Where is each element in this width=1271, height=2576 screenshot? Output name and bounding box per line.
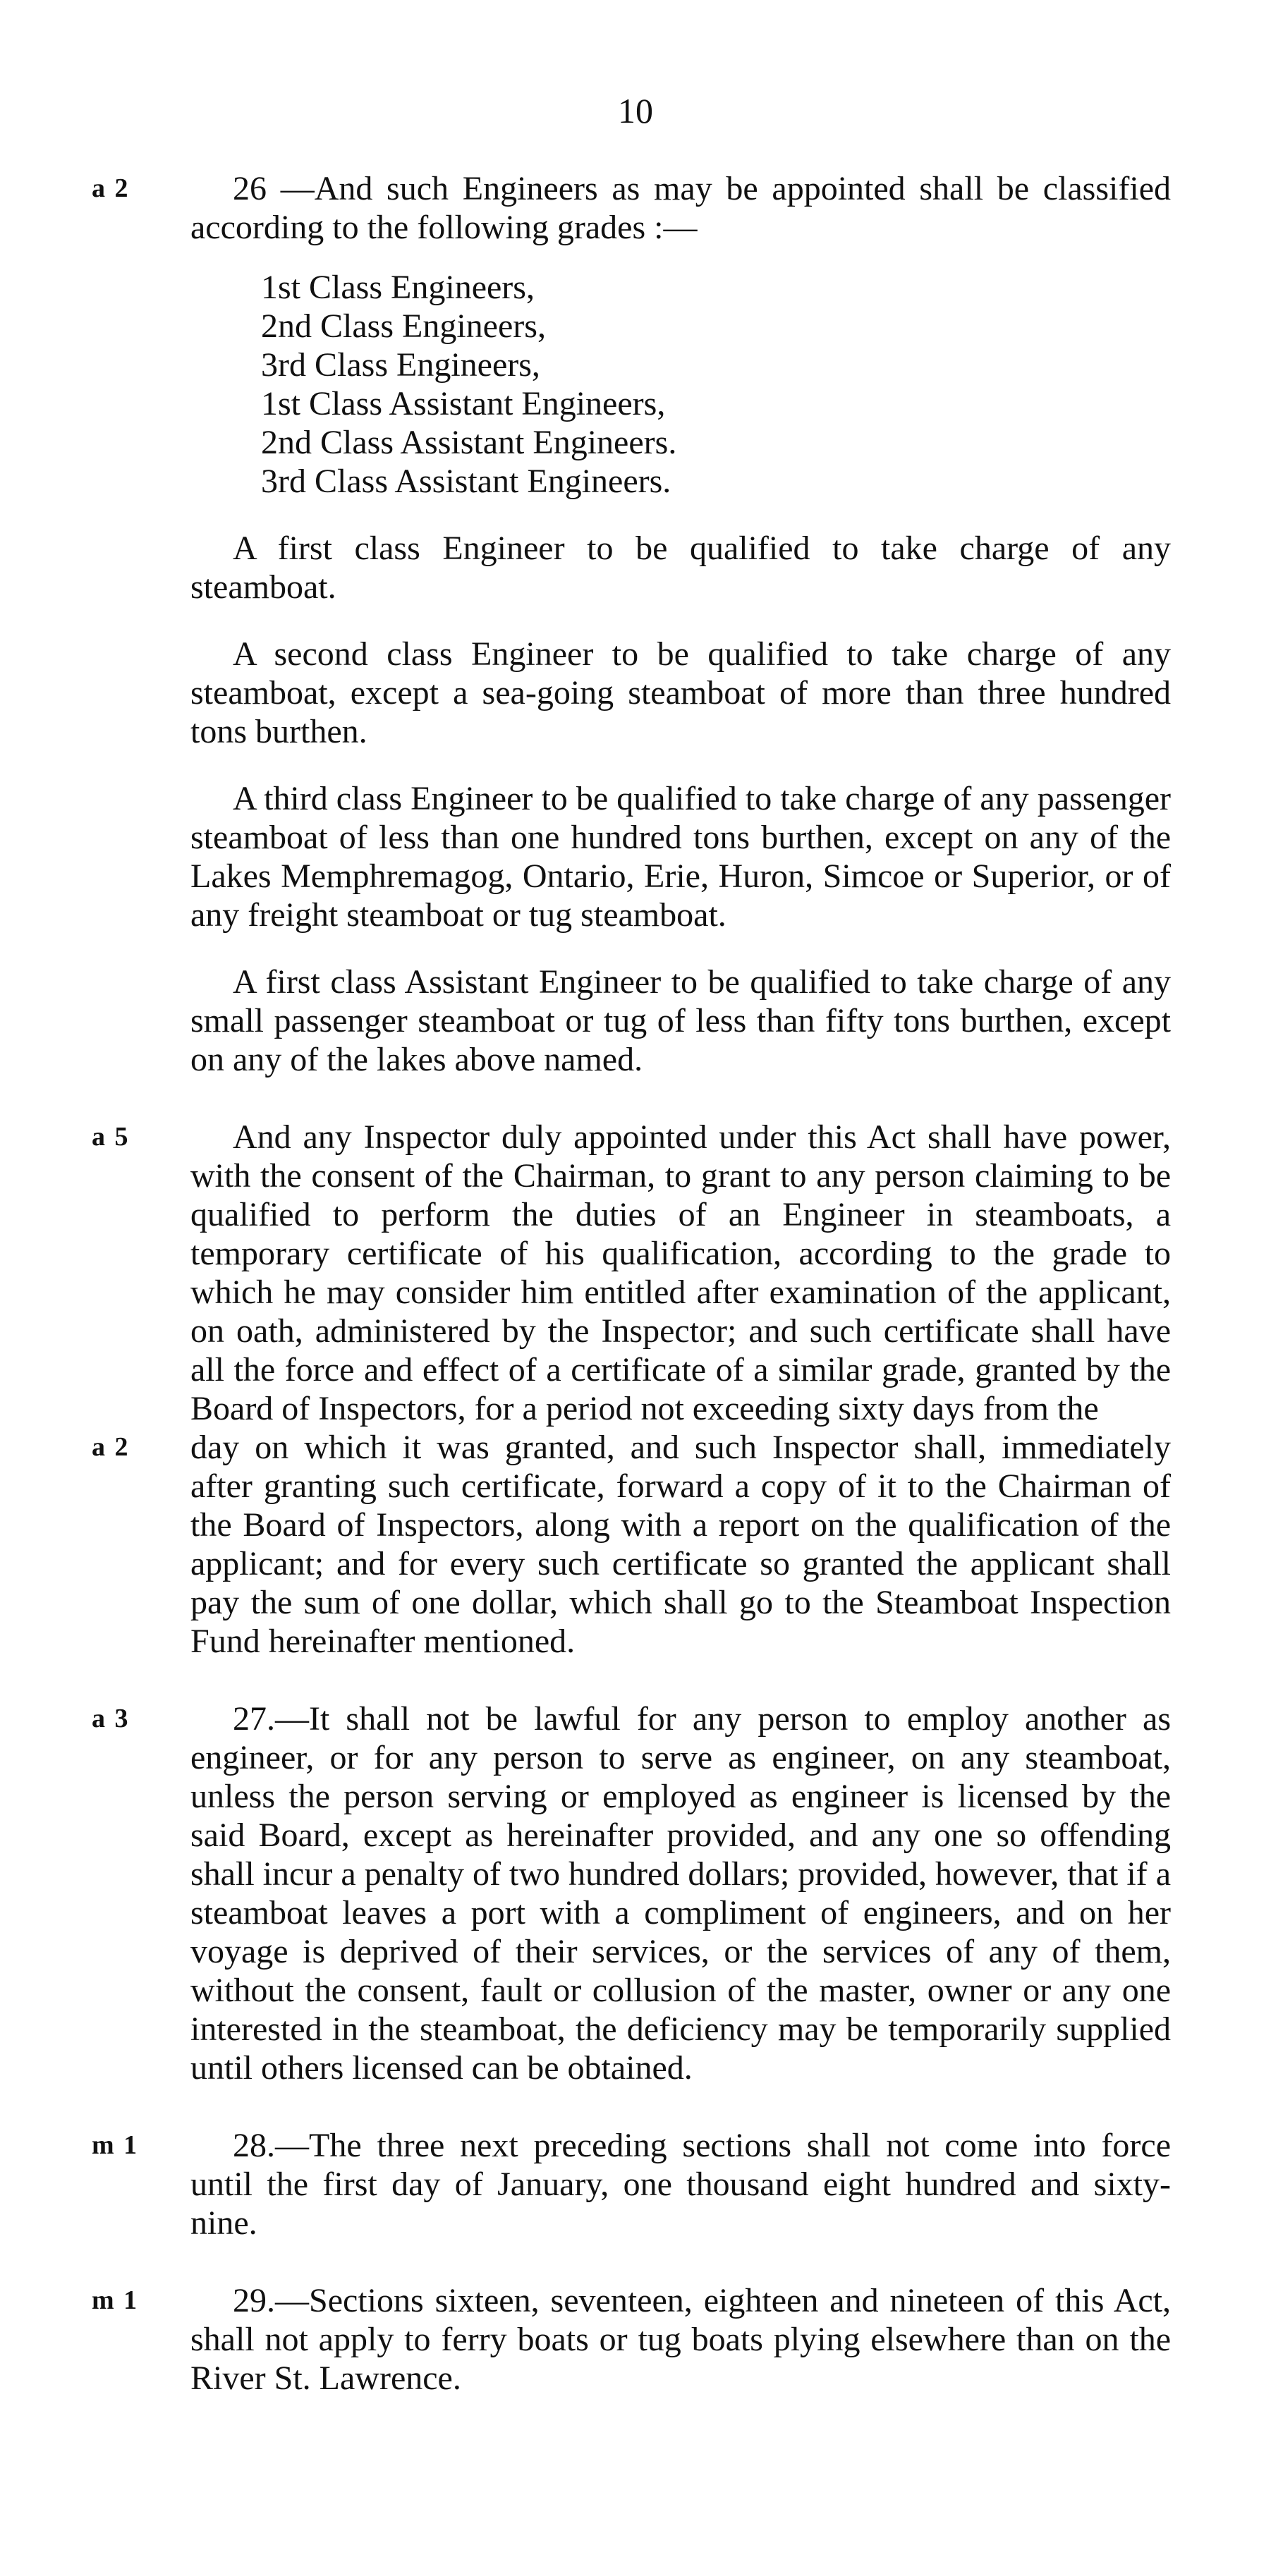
grade-item: 2nd Class Assistant Engineers. [261,424,677,461]
section-27 [92,1699,1171,2087]
grade-item: 3rd Class Engineers, [261,346,540,384]
grade-item: 2nd Class Engineers, [261,307,546,345]
section-28 [92,2126,1171,2242]
first-class-assistant-paragraph: A first class Assistant Engineer to be qualified to take charge of any small passenger steamboat or tug of less than fifty tons burthen, except on any of the lakes above named. [190,963,1171,1078]
page-number: 10 [618,91,653,130]
inspector-text-part2: day on which it was granted, and such Inspector shall, immediately after granting such certificate, forward a copy of it to the Chairman of the Board of Inspectors, along with a report on the qualification of the applicant; and for every such certificate so granted the applicant shall pay the sum of one dollar, which shall go to the Steamboat Inspection Fund hereinafter mentioned. [190,1429,1171,1660]
margin-note-s29: m 1 [92,2285,139,2315]
section-29 [92,2281,1171,2398]
grade-item: 1st Class Engineers, [261,269,535,306]
section-26 [92,169,1171,247]
section-28-text: 28.—The three next preceding sections shall not come into force until the first day of January, one thousand eight hundred and sixty-nine. [190,2127,1171,2242]
grade-list [99,268,1171,501]
margin-note-s28: m 1 [92,2130,139,2160]
margin-note-s26: a 2 [92,173,130,203]
margin-note-inspector: a 5 [92,1122,130,1152]
inspector-text-part1: And any Inspector duly appointed under this Act shall have power, with the consent of the Chairman, to grant to any person claiming to be qualified to perform the duties of an Engineer in steamboats, a temporary certificate of his qualification, according to the grade to which he may consider him entitled after examination of the applicant, on oath, administered by the Inspector; and such certificate shall have all the force and effect of a certificate of a similar grade, granted by the Board of Inspectors, for a period not exceeding sixty days from the [190,1118,1171,1427]
inspector-paragraph [92,1118,1171,1661]
section-26-intro: 26 —And such Engineers as may be appointed shall be classified according to the following grades :— [190,170,1171,246]
third-class-engineer-paragraph: A third class Engineer to be qualified to take charge of any passenger steamboat of less than one hundred tons burthen, except on any of the Lakes Memphremagog, Ontario, Erie, Huron, Simcoe or Superior, or of any freight steamboat or tug steamboat. [190,780,1171,934]
grade-item: 1st Class Assistant Engineers, [261,385,666,422]
first-class-engineer-paragraph: A first class Engineer to be qualified to take charge of any steamboat. [190,530,1171,606]
page-body [92,169,1171,2419]
section-29-text: 29.—Sections sixteen, seventeen, eighteen and nineteen of this Act, shall not apply to ferry boats or tug boats plying elsewhere than on the River St. Lawrence. [190,2282,1171,2397]
grade-item: 3rd Class Assistant Engineers. [261,463,671,500]
second-class-engineer-paragraph: A second class Engineer to be qualified to take charge of any steamboat, except a sea-going steamboat of more than three hundred tons burthen. [190,635,1171,750]
margin-note-s27: a 3 [92,1704,130,1733]
section-27-text: 27.—It shall not be lawful for any person to employ another as engineer, or for any person to serve as engineer, on any steamboat, unless the person serving or employed as engineer is licensed by the said Board, except as hereinafter provided, and any one so offending shall incur a penalty of two hundred dollars; provided, however, that if a steamboat leaves a port with a compliment of engineers, and on her voyage is deprived of their services, or the services of any of them, without the consent, fault or collusion of the master, owner or any one interested in the steamboat, the deficiency may be temporarily supplied until others licensed can be obtained. [190,1700,1171,2087]
inspector-continuation [92,1428,1171,1661]
margin-note-inspector-2: a 2 [92,1432,130,1462]
